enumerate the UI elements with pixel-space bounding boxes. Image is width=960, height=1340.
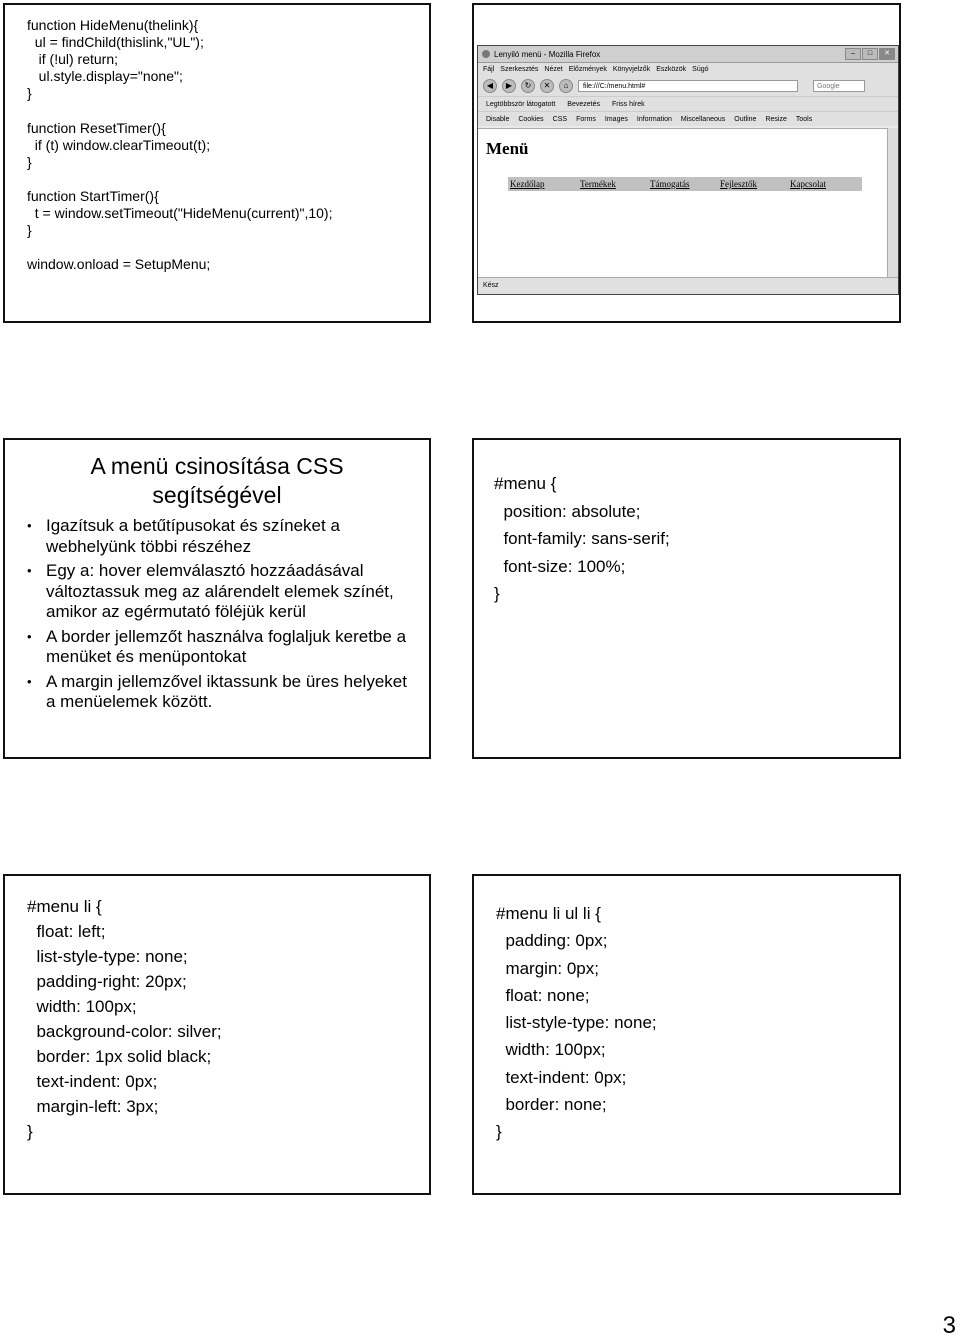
reload-icon[interactable]: ↻ bbox=[521, 79, 535, 93]
slide-2 bbox=[472, 3, 901, 323]
list-item-text: Egy a: hover elemválasztó hozzáadásával változtassuk meg az alárendelt elemek színét, amikor az egérmutató föléjük kerül bbox=[46, 561, 394, 621]
devbar-item[interactable]: Forms bbox=[576, 115, 596, 123]
slide-4 bbox=[472, 438, 901, 759]
menu-edit[interactable]: Szerkesztés bbox=[500, 66, 539, 73]
home-icon[interactable]: ⌂ bbox=[559, 79, 573, 93]
bookmark-item[interactable]: Friss hírek bbox=[611, 100, 645, 108]
list-item-text: Igazítsuk a betűtípusokat és színeket a webhelyünk többi részéhez bbox=[46, 516, 340, 556]
stop-icon[interactable]: ✕ bbox=[540, 79, 554, 93]
bullet-icon: • bbox=[27, 673, 32, 689]
status-bar: Kész bbox=[478, 277, 898, 294]
search-field[interactable]: Google bbox=[813, 80, 865, 92]
demo-menu-item[interactable]: Termékek bbox=[580, 179, 616, 189]
address-bar[interactable]: file:///C:/menu.html# bbox=[578, 80, 798, 92]
slide-5 bbox=[3, 874, 431, 1195]
code-block: #menu li { float: left; list-style-type: none; padding-right: 20px; width: 100px; background-color: silver; border: 1px solid black; text-indent: 0px; margin-left: 3px; } bbox=[27, 897, 222, 1141]
devbar-item[interactable]: Disable bbox=[486, 115, 510, 123]
devbar-item[interactable]: Miscellaneous bbox=[680, 115, 726, 123]
bookmark-item[interactable]: Legtöbbször látogatott bbox=[486, 100, 556, 108]
maximize-icon[interactable]: □ bbox=[862, 48, 878, 60]
browser-content bbox=[478, 128, 898, 278]
devbar-item[interactable]: Images bbox=[604, 115, 628, 123]
menu-help[interactable]: Súgó bbox=[692, 66, 709, 73]
menu-tools[interactable]: Eszközök bbox=[656, 66, 687, 73]
bookmark-item[interactable]: Bevezetés bbox=[567, 100, 600, 108]
devbar-item[interactable]: Resize bbox=[765, 115, 787, 123]
list-item bbox=[27, 561, 409, 623]
code-block: function HideMenu(thelink){ ul = findChild(thislink,"UL"); if (!ul) return; ul.style.display="none"; } function ResetTimer(){ if (t) window.clearTimeout(t); } function StartTimer(){ t = window.setTimeout("HideMenu(current)",10); } window.onload = SetupMenu; bbox=[27, 17, 333, 273]
browser-menubar bbox=[478, 63, 898, 76]
list-item bbox=[27, 627, 409, 668]
menu-file[interactable]: Fájl bbox=[483, 66, 495, 73]
demo-menu bbox=[508, 177, 862, 191]
code-block: #menu { position: absolute; font-family: sans-serif; font-size: 100%; } bbox=[494, 474, 670, 603]
back-icon[interactable]: ◀ bbox=[483, 79, 497, 93]
forward-icon[interactable]: ▶ bbox=[502, 79, 516, 93]
devbar-item[interactable]: Outline bbox=[734, 115, 757, 123]
firefox-icon bbox=[482, 50, 490, 58]
bullet-icon: • bbox=[27, 563, 32, 578]
browser-screenshot bbox=[477, 45, 899, 295]
slide-3 bbox=[3, 438, 431, 759]
web-developer-toolbar bbox=[478, 111, 898, 126]
devbar-item[interactable]: Tools bbox=[795, 115, 813, 123]
list-item-text: A border jellemzőt használva foglaljuk keretbe a menüket és menüpontokat bbox=[46, 626, 407, 666]
window-title: Lenyiló menü - Mozilla Firefox bbox=[494, 49, 601, 59]
bullet-icon: • bbox=[27, 518, 32, 533]
slide-1 bbox=[3, 3, 431, 323]
demo-menu-item[interactable]: Kezdőlap bbox=[510, 179, 545, 189]
bullet-icon: • bbox=[27, 628, 32, 644]
bullet-list bbox=[27, 516, 409, 717]
list-item-text: A margin jellemzővel iktassunk be üres helyeket a menüelemek között. bbox=[46, 671, 407, 711]
demo-menu-item[interactable]: Támogatás bbox=[650, 179, 690, 189]
browser-navbar bbox=[478, 76, 898, 96]
minimize-icon[interactable]: – bbox=[845, 48, 861, 60]
devbar-item[interactable]: CSS bbox=[552, 115, 568, 123]
list-item bbox=[27, 516, 409, 557]
list-item bbox=[27, 672, 409, 713]
browser-title-bar bbox=[478, 46, 898, 63]
page-heading: Menü bbox=[486, 139, 529, 158]
scrollbar[interactable] bbox=[887, 128, 898, 278]
code-block: #menu li ul li { padding: 0px; margin: 0px; float: none; list-style-type: none; width: 100px; text-indent: 0px; border: none; } bbox=[496, 904, 657, 1142]
slide-6 bbox=[472, 874, 901, 1195]
menu-view[interactable]: Nézet bbox=[544, 66, 563, 73]
menu-history[interactable]: Előzmények bbox=[568, 66, 607, 73]
devbar-item[interactable]: Information bbox=[636, 115, 672, 123]
demo-menu-item[interactable]: Fejlesztők bbox=[720, 179, 757, 189]
demo-menu-item[interactable]: Kapcsolat bbox=[790, 179, 826, 189]
slide-title: A menü csinosítása CSS segítségével bbox=[90, 453, 344, 508]
devbar-item[interactable]: Cookies bbox=[518, 115, 544, 123]
page-number: 3 bbox=[942, 1312, 956, 1339]
bookmarks-toolbar bbox=[478, 96, 898, 111]
menu-bookmarks[interactable]: Könyvjelzők bbox=[612, 66, 651, 73]
close-icon[interactable]: ✕ bbox=[879, 48, 895, 60]
